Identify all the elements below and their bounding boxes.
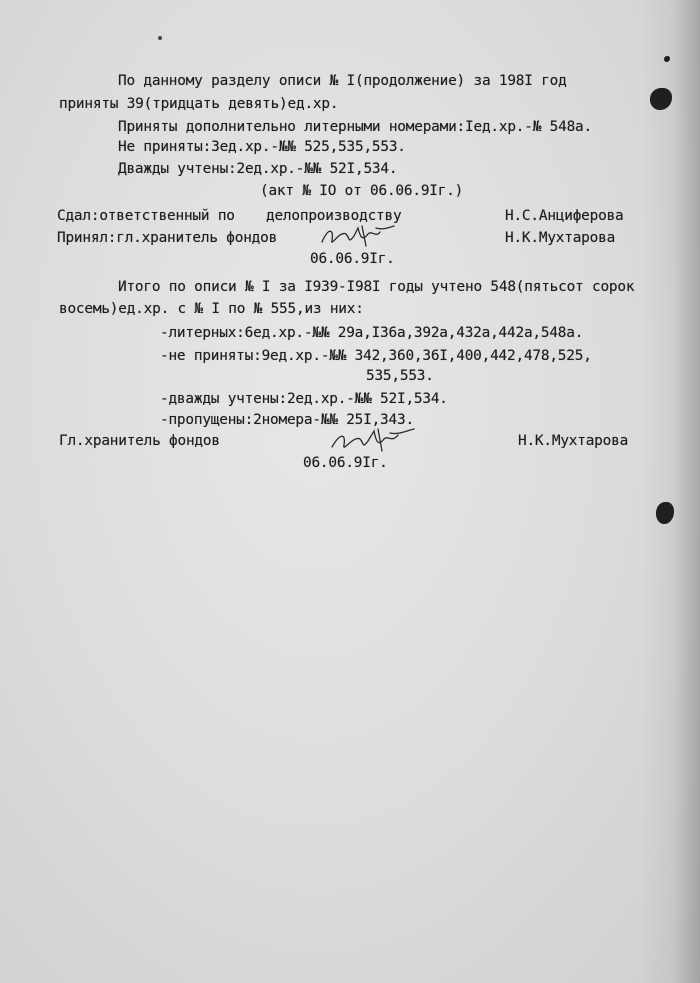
section1-line4: Не приняты:3ед.хр.-№№ 525,535,553. [118,139,406,155]
paper-speck [158,36,162,40]
handover-received-label: Принял:гл.хранитель фондов [57,230,278,246]
summary-item-literal: -литерных:6ед.хр.-№№ 29а,I36а,392а,432а,442а,548а. [160,325,584,341]
footer-name: Н.К.Мухтарова [518,433,629,449]
summary-line2: восемь)ед.хр. с № I по № 555,из них: [59,301,364,317]
act-reference: (акт № IO от 06.06.9Iг.) [260,183,464,199]
handover-gave-label: Сдал:ответственный по [57,208,235,224]
summary-item-not-accepted-cont: 535,553. [366,368,434,384]
handover-gave-name: Н.С.Анциферова [505,208,624,224]
summary-line1: Итого по описи № I за I939-I98I годы учтено 548(пятьсот сорок [118,279,635,295]
summary-item-duplicates: -дважды учтены:2ед.хр.-№№ 52I,534. [160,391,448,407]
section1-line3: Приняты дополнительно литерными номерами:Iед.хр.-№ 548а. [118,119,592,135]
signature-2 [328,425,418,455]
signature-1 [318,222,398,250]
footer-date: 06.06.9Iг. [303,455,388,471]
footer-label: Гл.хранитель фондов [59,433,220,449]
section1-line1: По данному разделу описи № I(продолжение) за 198I год [118,73,567,89]
section1-line2: приняты 39(тридцать девять)ед.хр. [59,96,339,112]
handover-gave-label-cont: делопроизводству [266,208,402,224]
summary-item-not-accepted: -не приняты:9ед.хр.-№№ 342,360,36I,400,442,478,525, [160,348,592,364]
summary-item-skipped: -пропущены:2номера-№№ 25I,343. [160,412,414,428]
page-edge-shadow [640,0,700,983]
handover-date: 06.06.9Iг. [310,251,395,267]
section1-line5: Дважды учтены:2ед.хр.-№№ 52I,534. [118,161,398,177]
handover-received-name: Н.К.Мухтарова [505,230,616,246]
